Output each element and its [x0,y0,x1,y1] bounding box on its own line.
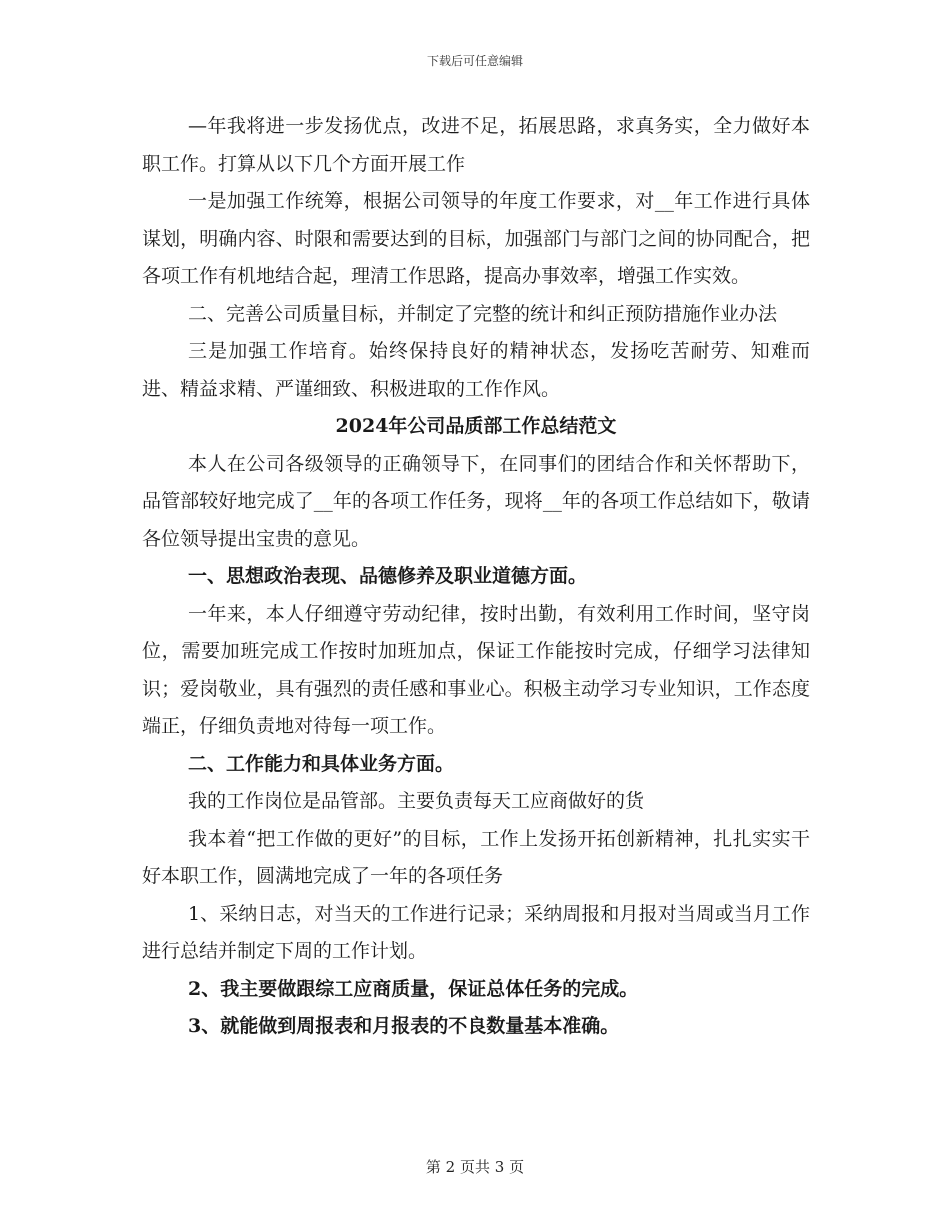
paragraph: 一年来，本人仔细遵守劳动纪律，按时出勤，有效利用工作时间，坚守岗位，需要加班完成工作按时加班加点，保证工作能按时完成，仔细学习法律知识；爱岗敬业，具有强烈的责任感和事业心。积极主动学习专业知识，工作态度端正，仔细负责地对待每一项工作。 [142,602,810,737]
section-heading: 一、思想政治表现、品德修养及职业道德方面。 [188,565,588,587]
section-heading: 3、就能做到周报表和月报表的不良数量基本准确。 [188,1015,620,1037]
section-heading: 二、工作能力和具体业务方面。 [188,752,455,775]
paragraph: 我本着“把工作做的更好”的目标，工作上发扬开拓创新精神，扎扎实实干好本职工作，圆满地完成了一年的各项任务 [142,827,810,887]
document-title: 2024年公司品质部工作总结范文 [335,415,617,437]
paragraph: 1、采纳日志，对当天的工作进行记录；采纳周报和月报对当周或当月工作进行总结并制定下周的工作计划。 [142,902,810,962]
paragraph: 一是加强工作统筹，根据公司领导的年度工作要求，对__年工作进行具体谋划，明确内容、时限和需要达到的目标，加强部门与部门之间的协同配合，把各项工作有机地结合起，理清工作思路，提高办事效率，增强工作实效。 [142,190,810,287]
paragraph: 本人在公司各级领导的正确领导下，在同事们的团结合作和关怀帮助下，品管部较好地完成了__年的各项工作任务，现将__年的各项工作总结如下，敬请各位领导提出宝贵的意见。 [142,452,810,550]
paragraph: —年我将进一步发扬优点，改进不足，拓展思路，求真务实，全力做好本职工作。打算从以下几个方面开展工作 [142,115,810,175]
page-footer: 第 2 页共 3 页 [425,1158,525,1176]
paragraph: 三是加强工作培育。始终保持良好的精神状态，发扬吃苦耐劳、知难而进、精益求精、严谨细致、积极进取的工作作风。 [142,340,810,400]
section-heading: 2、我主要做跟综工应商质量，保证总体任务的完成。 [188,977,639,1000]
paragraph: 我的工作岗位是品管部。主要负责每天工应商做好的货 [188,790,645,812]
document-body [142,108,810,1046]
page-header: 下载后可任意编辑 [426,54,523,68]
paragraph: 二、完善公司质量目标，并制定了完整的统计和纠正预防措施作业办法 [188,302,778,325]
